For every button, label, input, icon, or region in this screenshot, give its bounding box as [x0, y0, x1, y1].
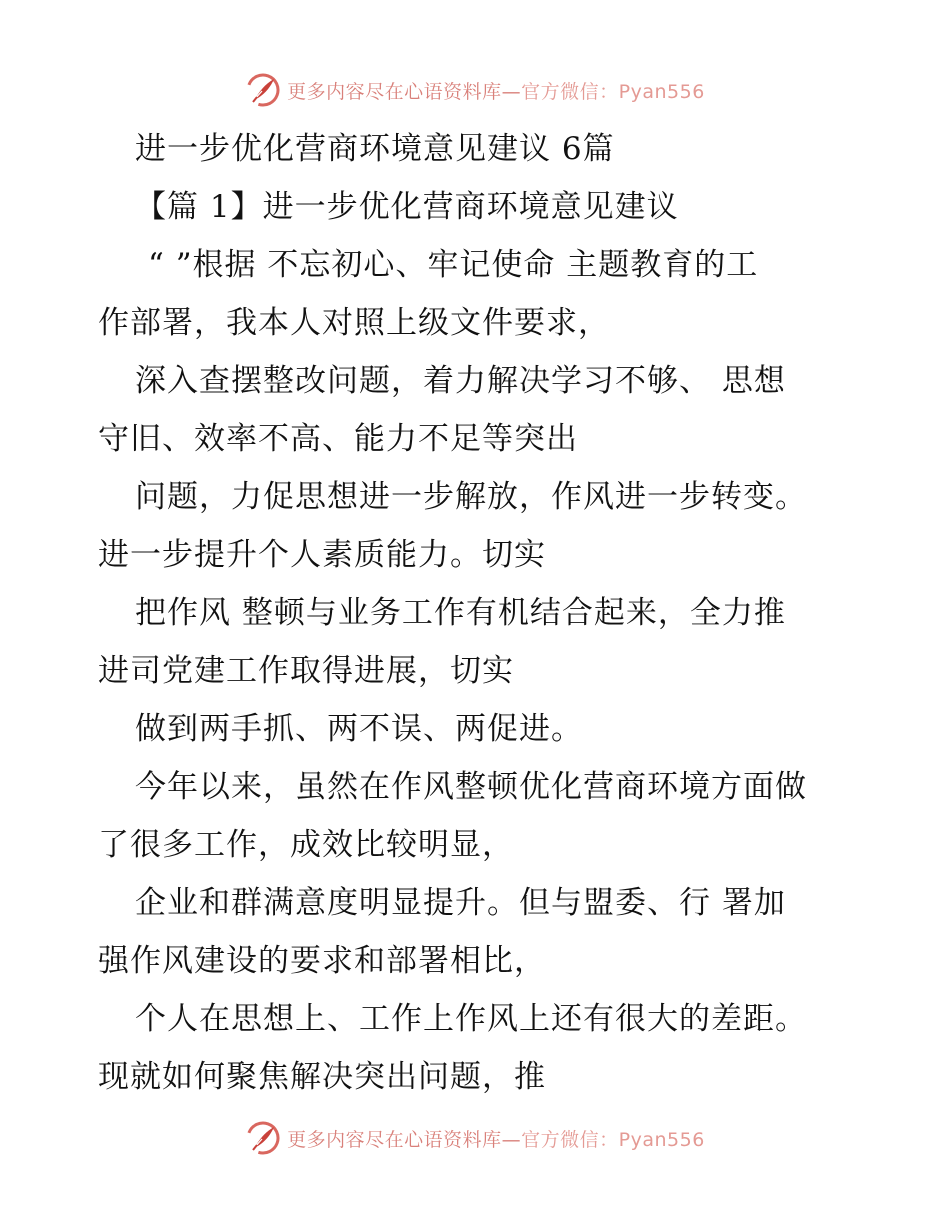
- feather-quill-logo-icon: [245, 72, 281, 108]
- banner-wechat-text: 官方微信：Pyan556: [521, 1128, 705, 1151]
- paragraph-line: 了很多工作，成效比较明显，: [98, 827, 514, 863]
- paragraph-line: “ ”根据 不忘初心、牢记使命 主题教育的工: [148, 247, 759, 283]
- footer-banner: [0, 1116, 950, 1160]
- section-heading: 【篇 1】进一步优化营商环境意见建议: [135, 189, 679, 225]
- paragraph-line: 把作风 整顿与业务工作有机结合起来，全力推: [135, 595, 786, 631]
- paragraph-line: 问题，力促思想进一步解放，作风进一步转变。: [135, 479, 807, 515]
- feather-quill-logo-icon: [245, 1120, 281, 1156]
- banner-library-text: 更多内容尽在心语资料库—: [287, 1128, 522, 1151]
- paragraph-line: 守旧、效率不高、能力不足等突出: [98, 421, 578, 457]
- paragraph-line: 进司党建工作取得进展，切实: [98, 653, 514, 689]
- paragraph-line: 现就如何聚焦解决突出问题，推: [98, 1059, 546, 1095]
- paragraph-line: 企业和群满意度明显提升。但与盟委、行 署加: [135, 885, 786, 921]
- paragraph-line: 个人在思想上、工作上作风上还有很大的差距。: [135, 1001, 807, 1037]
- banner-text: [287, 1125, 705, 1152]
- banner-library-text: 更多内容尽在心语资料库—: [287, 80, 522, 103]
- paragraph-line: 进一步提升个人素质能力。切实: [98, 537, 546, 573]
- header-banner: [0, 68, 950, 112]
- paragraph-line: 今年以来，虽然在作风整顿优化营商环境方面做: [135, 769, 807, 805]
- paragraph-line: 强作风建设的要求和部署相比，: [98, 943, 546, 979]
- paragraph-line: 做到两手抓、两不误、两促进。: [135, 711, 583, 747]
- banner-wechat-text: 官方微信：Pyan556: [521, 80, 705, 103]
- document-title: 进一步优化营商环境意见建议 6篇: [135, 131, 615, 167]
- document-body: [98, 120, 858, 1106]
- banner-text: [287, 77, 705, 104]
- paragraph-line: 作部署，我本人对照上级文件要求，: [98, 305, 610, 341]
- paragraph-line: 深入查摆整改问题，着力解决学习不够、 思想: [135, 363, 786, 399]
